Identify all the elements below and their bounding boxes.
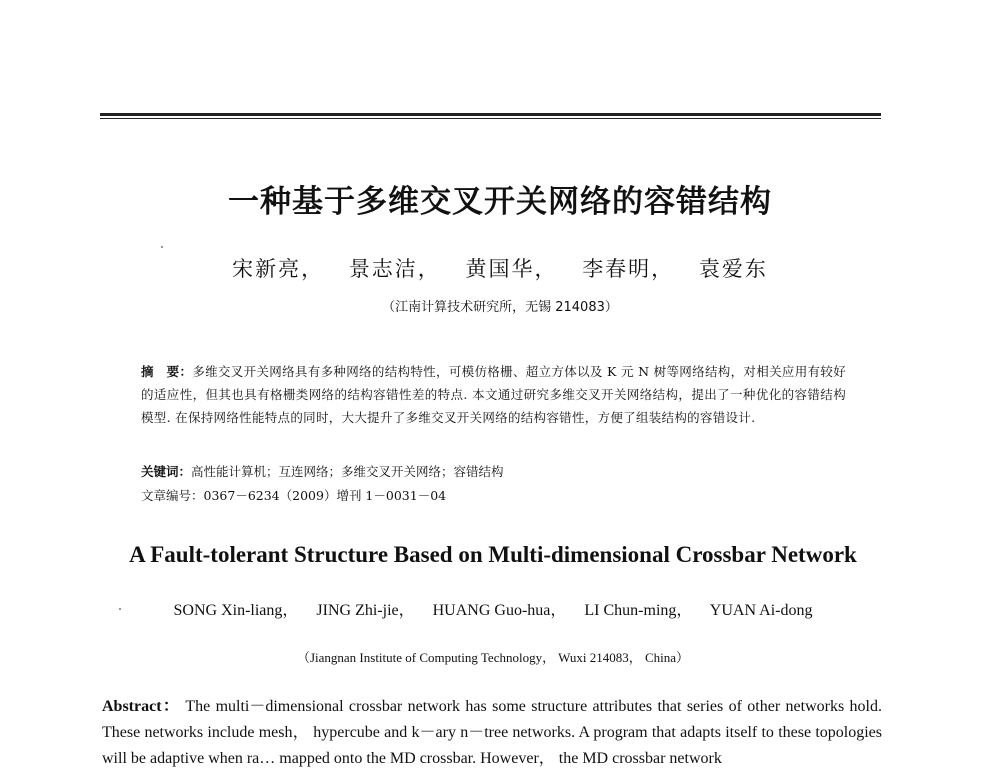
english-abstract-label: Abstract： xyxy=(102,698,181,715)
english-author: SONG Xin-liang， xyxy=(173,602,299,619)
english-author: HUANG Guo-hua， xyxy=(432,602,567,619)
english-abstract-text: The multi－dimensional crossbar network has some structure attributes that series of other networks hold. These networks include mesh， hypercube and k－ary n－tree networks. A program that adapts itself to these topologies will be adaptive when ra… mapped onto the MD crossbar. However， the MD crossbar network xyxy=(102,698,882,767)
chinese-author: 李春明， xyxy=(582,257,675,281)
header-rule-thick xyxy=(100,113,881,116)
chinese-author: 黄国华， xyxy=(465,257,558,281)
english-title: A Fault-tolerant Structure Based on Multi-dimensional Crossbar Network xyxy=(129,542,857,567)
chinese-abstract xyxy=(141,360,846,429)
scan-speck xyxy=(161,246,163,248)
chinese-keywords xyxy=(141,460,846,483)
english-author-list xyxy=(0,597,986,620)
chinese-author-list xyxy=(0,253,1000,283)
chinese-keywords-label: 关键词： xyxy=(141,464,192,479)
chinese-abstract-text: 多维交叉开关网络具有多种网络的结构特性，可模仿格栅、超立方体以及 K 元 N 树等网络结构，对相关应用有较好的适应性，但其也具有格栅类网络的结构容错性差的特点. 本文通过研究多维交叉开关网络结构，提出了一种优化的容错结构模型. 在保持网络性能特点的同时，大大提升了多维交叉开关网络的结构容错性，方便了组装结构的容错设计. xyxy=(141,364,847,425)
english-author: JING Zhi-jie， xyxy=(316,602,415,619)
article-number-label: 文章编号： xyxy=(141,488,204,503)
chinese-title: 一种基于多维交叉开关网络的容错结构 xyxy=(228,184,772,220)
chinese-abstract-label: 摘 要： xyxy=(141,364,193,379)
chinese-author: 宋新亮， xyxy=(232,257,325,281)
chinese-keywords-text: 高性能计算机；互连网络；多维交叉开关网络；容错结构 xyxy=(191,464,504,479)
english-author: YUAN Ai-dong xyxy=(709,602,813,619)
english-affiliation: （Jiangnan Institute of Computing Technology， Wuxi 214083， China） xyxy=(296,650,690,665)
header-rule-thin xyxy=(100,118,881,119)
article-number-value: 0367－6234（2009）增刊 1－0031－04 xyxy=(203,488,447,503)
chinese-author: 景志洁， xyxy=(348,257,441,281)
article-number xyxy=(141,484,846,507)
chinese-author: 袁爱东 xyxy=(698,257,768,281)
scan-speck xyxy=(119,608,121,610)
english-author: LI Chun-ming， xyxy=(584,602,693,619)
chinese-affiliation: （江南计算技术研究所，无锡 214083） xyxy=(382,300,618,315)
english-abstract xyxy=(102,694,882,772)
